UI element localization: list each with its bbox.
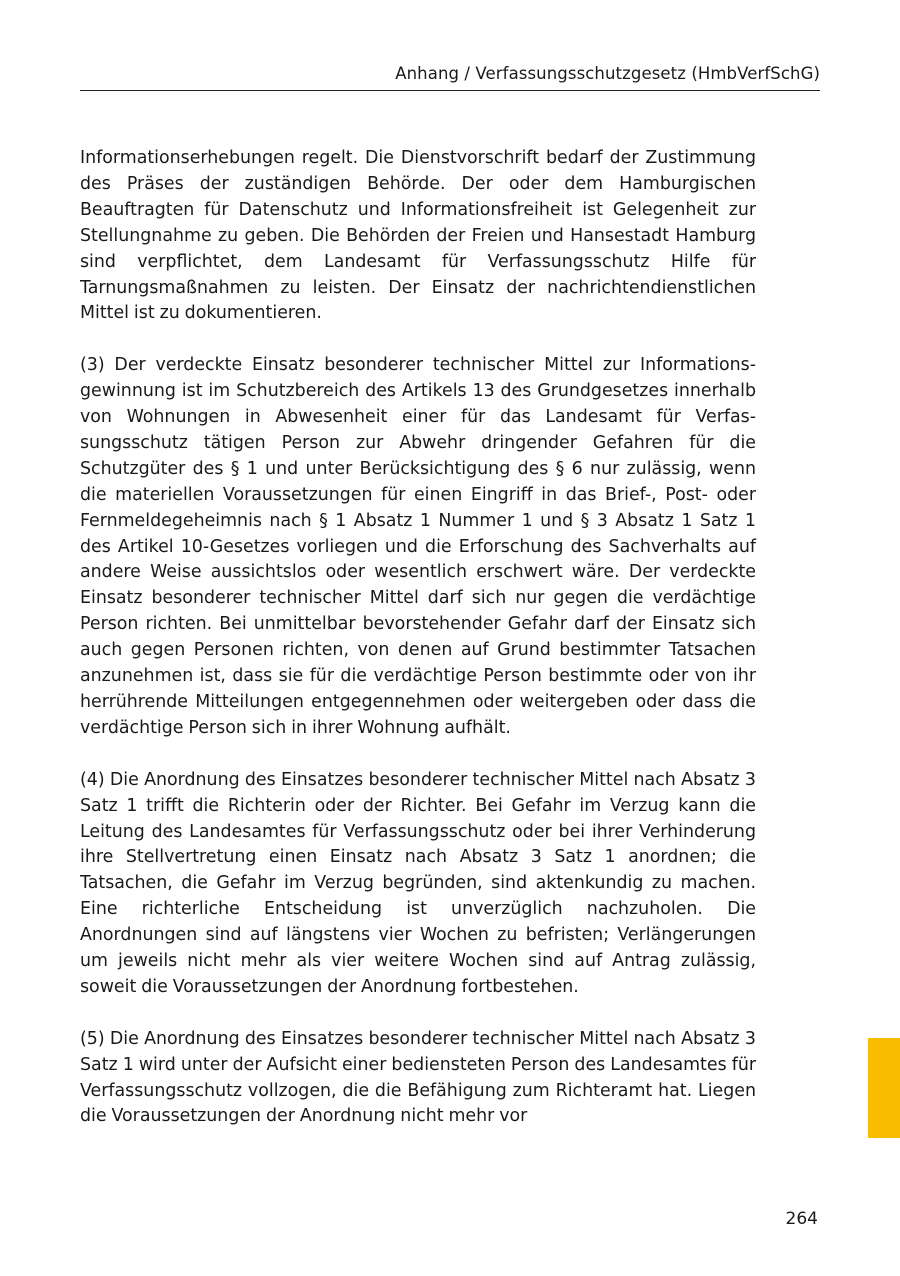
chapter-tab-marker <box>868 1038 900 1138</box>
paragraph-4: (4) Die Anordnung des Einsatzes besonderer technischer Mittel nach Absatz 3 Satz 1 trifft die Richterin oder der Richter. Bei Gefahr im Verzug kann die Leitung des Landesamtes für Verfassungsschutz oder bei ihrer Verhinderung ihre Stellvertretung einen Einsatz nach Absatz 3 Satz 1 anordnen; die Tatsachen, die Gefahr im Verzug begründen, sind aktenkundig zu machen. Eine richterliche Entscheidung ist unverzüglich nachzuholen. Die Anordnungen sind auf längstens vier Wochen zu befristen; Verlängerungen um jeweils nicht mehr als vier weitere Wochen sind auf Antrag zulässig, soweit die Voraussetzungen der Anordnung fortbestehen. <box>80 769 756 997</box>
page-number: 264 <box>785 1209 818 1229</box>
body-text <box>80 146 756 1130</box>
paragraph-3: (3) Der verdeckte Einsatz besonderer technischer Mittel zur Informationsgewinnung ist im Schutzbereich des Artikels 13 des Grundgesetzes innerhalb von Wohnungen in Abwesenheit einer für das Landesamt für Verfassungsschutz tätigen Person zur Abwehr dringender Gefahren für die Schutzgüter des § 1 und unter Berücksichtigung des § 6 nur zulässig, wenn die materiellen Voraussetzungen für einen Eingriff in das Brief-, Post- oder Fernmeldegeheimnis nach § 1 Absatz 1 Nummer 1 und § 3 Absatz 1 Satz 1 des Artikel 10-Gesetzes vorliegen und die Erforschung des Sachverhalts auf andere Weise aussichtslos oder wesentlich erschwert wäre. Der verdeckte Einsatz besonderer technischer Mittel darf sich nur gegen die verdächtige Person richten. Bei unmittelbar bevorstehender Gefahr darf der Einsatz sich auch gegen Personen richten, von denen auf Grund bestimmter Tatsachen anzunehmen ist, dass sie für die verdächtige Person bestimmte oder von ihr herrührende Mitteilungen entgegennehmen oder weitergeben oder dass die verdächtige Person sich in ihrer Wohnung aufhält. <box>80 355 756 738</box>
running-header <box>80 62 820 91</box>
header-title: Anhang / Verfassungsschutzgesetz (HmbVerfSchG) <box>395 64 820 83</box>
paragraph-continuation: Informationserhebungen regelt. Die Dienstvorschrift bedarf der Zustimmung des Präses der zuständigen Behörde. Der oder dem Hamburgischen Beauftragten für Datenschutz und Informationsfreiheit ist Gelegenheit zur Stellungnahme zu geben. Die Behörden der Freien und Hansestadt Hamburg sind verpflichtet, dem Landesamt für Verfassungsschutz Hilfe für Tarnungsmaßnahmen zu leisten. Der Einsatz der nachrichtendienstlichen Mittel ist zu dokumentieren. <box>80 148 756 324</box>
paragraph-5: (5) Die Anordnung des Einsatzes besonderer technischer Mittel nach Absatz 3 Satz 1 wird unter der Aufsicht einer bediensteten Person des Landesamtes für Verfassungsschutz vollzogen, die die Befähigung zum Richteramt hat. Liegen die Voraussetzungen der Anordnung nicht mehr vor <box>80 1028 756 1127</box>
